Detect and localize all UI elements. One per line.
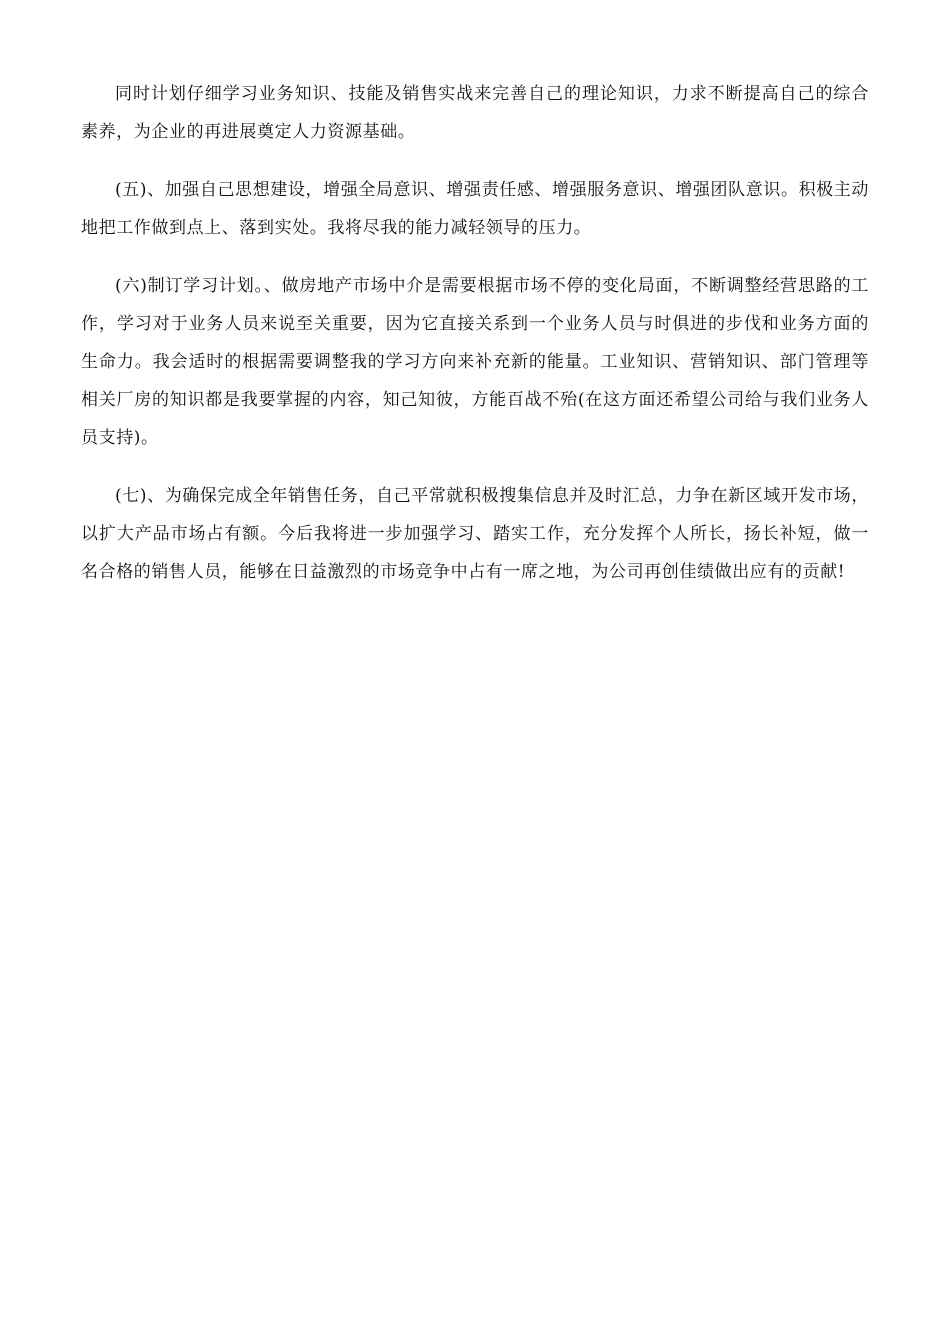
paragraph-study-plan-intro: 同时计划仔细学习业务知识、技能及销售实战来完善自己的理论知识，力求不断提高自己的综合素养，为企业的再进展奠定人力资源基础。 [81,84,869,142]
paragraph-section-7: (七)、为确保完成全年销售任务，自己平常就积极搜集信息并及时汇总，力争在新区域开发市场，以扩大产品市场占有额。今后我将进一步加强学习、踏实工作，充分发挥个人所长，扬长补短，做一名合格的销售人员，能够在日益激烈的市场竞争中占有一席之地，为公司再创佳绩做出应有的贡献! [81,486,869,582]
paragraph-section-6: (六)制订学习计划。、做房地产市场中介是需要根据市场不停的变化局面，不断调整经营思路的工作，学习对于业务人员来说至关重要，因为它直接关系到一个业务人员与时俱进的步伐和业务方面的生命力。我会适时的根据需要调整我的学习方向来补充新的能量。工业知识、营销知识、部门管理等相关厂房的知识都是我要掌握的内容，知己知彼，方能百战不殆(在这方面还希望公司给与我们业务人员支持)。 [81,276,869,448]
document-page [81,75,869,611]
paragraph-section-5: (五)、加强自己思想建设，增强全局意识、增强责任感、增强服务意识、增强团队意识。积极主动地把工作做到点上、落到实处。我将尽我的能力减轻领导的压力。 [81,180,869,238]
